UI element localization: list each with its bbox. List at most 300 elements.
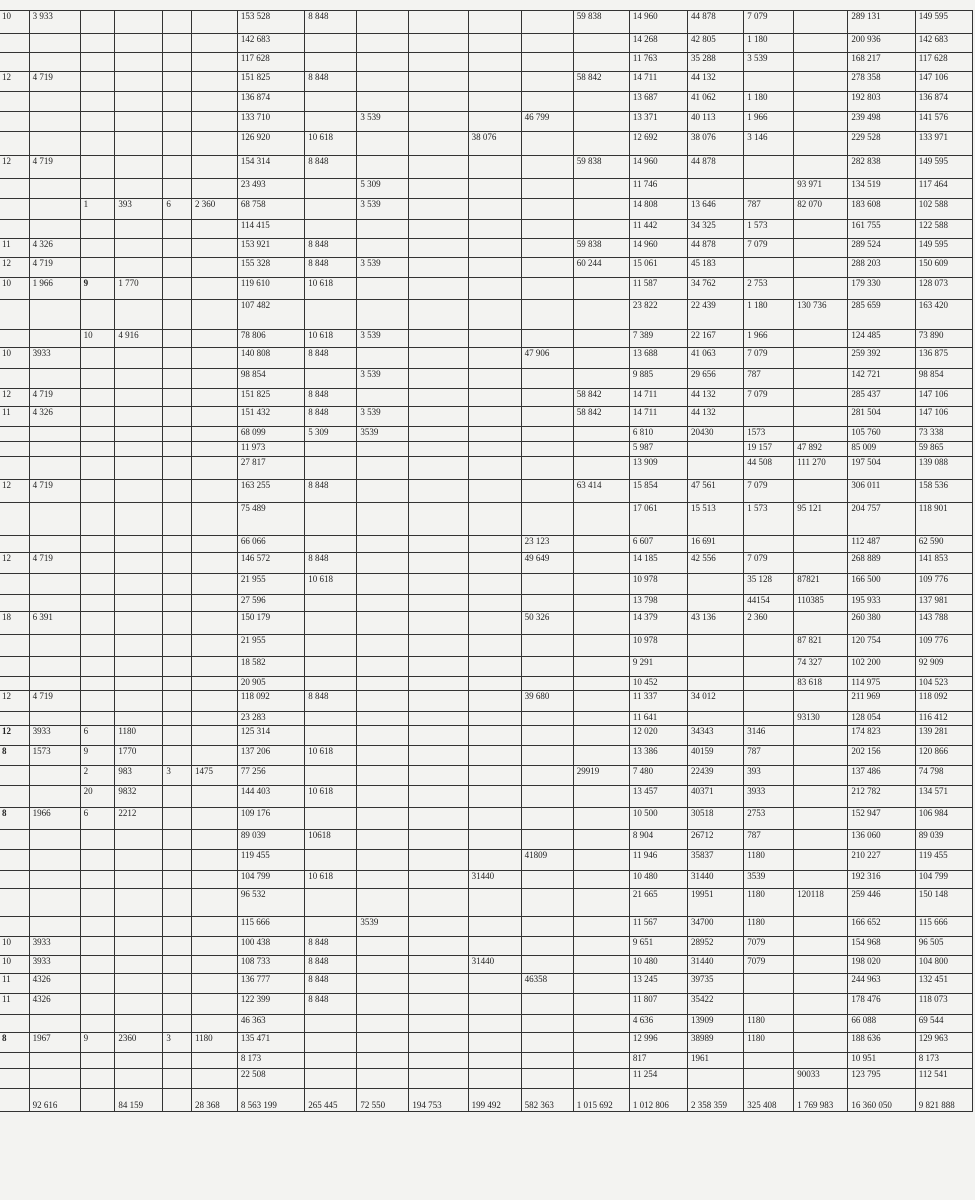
table-cell — [115, 457, 163, 480]
total-cell: 194 753 — [409, 1089, 468, 1112]
table-cell: 1961 — [688, 1053, 744, 1069]
table-cell — [357, 595, 409, 612]
table-cell: 35837 — [688, 850, 744, 871]
table-cell — [305, 369, 357, 389]
table-cell: 3 933 — [29, 11, 80, 34]
total-cell: 8 563 199 — [237, 1089, 304, 1112]
table-cell: 142 683 — [237, 34, 304, 53]
table-cell — [468, 239, 521, 258]
table-cell: 8 904 — [629, 830, 687, 850]
table-cell: 4 719 — [29, 480, 80, 503]
table-cell: 3 — [163, 1033, 192, 1053]
table-cell: 1180 — [744, 1033, 794, 1053]
table-cell: 14 808 — [629, 199, 687, 220]
table-cell — [163, 726, 192, 746]
table-cell — [357, 612, 409, 635]
table-cell: 3933 — [29, 348, 80, 369]
table-cell: 8 848 — [305, 956, 357, 974]
table-cell: 285 659 — [848, 300, 915, 330]
table-cell — [521, 72, 573, 92]
table-cell — [163, 457, 192, 480]
table-cell — [0, 917, 29, 937]
table-cell — [80, 595, 115, 612]
table-cell: 2 360 — [744, 612, 794, 635]
table-cell — [191, 239, 237, 258]
table-cell: 38989 — [688, 1033, 744, 1053]
table-cell — [191, 712, 237, 726]
table-cell — [29, 712, 80, 726]
table-cell — [115, 595, 163, 612]
table-cell — [521, 239, 573, 258]
table-cell — [794, 830, 848, 850]
table-cell — [29, 595, 80, 612]
table-cell — [357, 132, 409, 156]
table-cell — [163, 220, 192, 239]
table-cell — [191, 726, 237, 746]
table-cell — [115, 536, 163, 553]
table-cell: 2212 — [115, 808, 163, 830]
table-cell — [115, 427, 163, 442]
table-cell: 105 760 — [848, 427, 915, 442]
table-row — [0, 677, 973, 691]
table-cell: 96 532 — [237, 889, 304, 917]
table-cell: 31440 — [468, 956, 521, 974]
table-cell — [80, 369, 115, 389]
table-cell: 59 838 — [573, 11, 629, 34]
table-cell: 158 536 — [915, 480, 972, 503]
table-cell: 8 848 — [305, 994, 357, 1015]
table-row — [0, 389, 973, 407]
table-cell — [521, 220, 573, 239]
table-cell: 40371 — [688, 786, 744, 808]
table-cell — [305, 300, 357, 330]
table-cell — [573, 1033, 629, 1053]
table-cell — [573, 657, 629, 677]
table-cell — [468, 1015, 521, 1033]
table-cell: 6 810 — [629, 427, 687, 442]
table-cell — [163, 635, 192, 657]
table-cell — [794, 994, 848, 1015]
table-cell — [409, 457, 468, 480]
table-cell: 14 960 — [629, 11, 687, 34]
table-cell: 3 539 — [357, 112, 409, 132]
table-cell — [794, 871, 848, 889]
table-cell — [163, 595, 192, 612]
table-cell: 10 — [0, 937, 29, 956]
table-cell — [573, 369, 629, 389]
table-cell — [163, 657, 192, 677]
table-cell — [521, 92, 573, 112]
table-cell: 41 062 — [688, 92, 744, 112]
table-row — [0, 199, 973, 220]
table-cell — [468, 278, 521, 300]
table-cell: 75 489 — [237, 503, 304, 536]
table-cell: 147 106 — [915, 407, 972, 427]
table-cell: 10 452 — [629, 677, 687, 691]
table-cell: 12 — [0, 156, 29, 179]
table-cell: 8 848 — [305, 258, 357, 278]
table-row — [0, 612, 973, 635]
total-cell: 325 408 — [744, 1089, 794, 1112]
table-cell — [0, 112, 29, 132]
table-cell — [357, 871, 409, 889]
table-cell — [794, 917, 848, 937]
table-cell — [115, 553, 163, 574]
table-cell: 150 609 — [915, 258, 972, 278]
total-cell — [0, 1089, 29, 1112]
table-cell: 202 156 — [848, 746, 915, 766]
table-row — [0, 503, 973, 536]
table-cell — [305, 889, 357, 917]
table-row — [0, 1053, 973, 1069]
table-cell — [115, 348, 163, 369]
table-cell — [80, 635, 115, 657]
table-cell — [115, 132, 163, 156]
total-cell: 84 159 — [115, 1089, 163, 1112]
table-cell — [744, 72, 794, 92]
table-cell: 393 — [744, 766, 794, 786]
table-cell — [29, 850, 80, 871]
table-cell — [191, 407, 237, 427]
table-cell: 120 866 — [915, 746, 972, 766]
table-cell: 137 981 — [915, 595, 972, 612]
table-cell — [521, 808, 573, 830]
table-cell — [409, 92, 468, 112]
table-cell: 109 776 — [915, 574, 972, 595]
table-cell: 23 283 — [237, 712, 304, 726]
table-cell — [163, 677, 192, 691]
table-row — [0, 53, 973, 72]
table-cell — [573, 503, 629, 536]
table-cell — [521, 712, 573, 726]
table-cell — [357, 850, 409, 871]
table-cell: 73 338 — [915, 427, 972, 442]
ledger-sheet — [0, 10, 973, 1112]
table-cell: 1573 — [29, 746, 80, 766]
table-cell: 114 415 — [237, 220, 304, 239]
ledger-table — [0, 10, 973, 1112]
table-cell: 2360 — [115, 1033, 163, 1053]
table-cell: 212 782 — [848, 786, 915, 808]
table-cell — [191, 112, 237, 132]
table-cell — [409, 369, 468, 389]
table-cell: 8 173 — [237, 1053, 304, 1069]
table-cell — [744, 691, 794, 712]
table-cell — [163, 937, 192, 956]
table-cell — [468, 691, 521, 712]
table-cell: 104 799 — [237, 871, 304, 889]
table-cell — [80, 937, 115, 956]
table-cell: 6 391 — [29, 612, 80, 635]
table-cell — [0, 369, 29, 389]
table-cell — [305, 536, 357, 553]
table-cell — [409, 677, 468, 691]
table-cell: 1180 — [191, 1033, 237, 1053]
table-cell — [80, 239, 115, 258]
table-cell: 10 618 — [305, 786, 357, 808]
table-cell — [163, 239, 192, 258]
table-cell — [29, 536, 80, 553]
table-cell: 155 328 — [237, 258, 304, 278]
table-cell — [744, 179, 794, 199]
table-cell — [573, 220, 629, 239]
table-cell: 29919 — [573, 766, 629, 786]
table-cell — [115, 1053, 163, 1069]
table-cell — [521, 34, 573, 53]
table-cell: 12 — [0, 258, 29, 278]
table-cell: 141 576 — [915, 112, 972, 132]
table-cell — [409, 712, 468, 726]
table-cell — [0, 220, 29, 239]
table-cell: 10 618 — [305, 132, 357, 156]
table-cell: 983 — [115, 766, 163, 786]
table-cell — [409, 11, 468, 34]
table-cell — [191, 871, 237, 889]
table-cell — [29, 442, 80, 457]
table-cell: 118 901 — [915, 503, 972, 536]
table-cell — [794, 132, 848, 156]
table-cell — [521, 300, 573, 330]
table-cell — [357, 830, 409, 850]
table-cell — [521, 442, 573, 457]
table-cell — [468, 72, 521, 92]
table-row — [0, 300, 973, 330]
table-cell — [80, 712, 115, 726]
table-cell — [163, 889, 192, 917]
table-cell: 13 646 — [688, 199, 744, 220]
table-cell — [115, 300, 163, 330]
table-cell — [357, 34, 409, 53]
table-cell: 1475 — [191, 766, 237, 786]
table-cell — [305, 1033, 357, 1053]
table-cell: 6 — [80, 808, 115, 830]
table-cell: 12 — [0, 691, 29, 712]
table-cell — [305, 220, 357, 239]
table-cell — [468, 220, 521, 239]
table-cell — [29, 34, 80, 53]
table-cell: 130 736 — [794, 300, 848, 330]
table-cell — [29, 503, 80, 536]
table-cell — [305, 1015, 357, 1033]
table-cell — [794, 156, 848, 179]
table-cell — [305, 595, 357, 612]
table-cell — [468, 457, 521, 480]
table-cell: 1966 — [29, 808, 80, 830]
table-row — [0, 34, 973, 53]
table-cell: 22 439 — [688, 300, 744, 330]
table-cell — [115, 691, 163, 712]
table-cell — [163, 1069, 192, 1089]
table-cell: 142 683 — [915, 34, 972, 53]
table-cell — [794, 369, 848, 389]
table-row — [0, 937, 973, 956]
table-cell — [305, 808, 357, 830]
table-cell — [744, 407, 794, 427]
table-cell — [794, 427, 848, 442]
table-cell — [573, 830, 629, 850]
table-cell — [573, 34, 629, 53]
table-cell: 43 136 — [688, 612, 744, 635]
table-cell — [409, 239, 468, 258]
table-cell: 108 733 — [237, 956, 304, 974]
table-cell — [468, 612, 521, 635]
table-cell — [191, 427, 237, 442]
table-cell: 153 528 — [237, 11, 304, 34]
table-cell — [191, 278, 237, 300]
table-cell — [80, 917, 115, 937]
table-cell: 102 200 — [848, 657, 915, 677]
table-cell — [794, 239, 848, 258]
table-cell: 44 878 — [688, 239, 744, 258]
table-cell: 14 711 — [629, 407, 687, 427]
table-cell: 14 379 — [629, 612, 687, 635]
table-cell — [744, 536, 794, 553]
table-cell — [357, 712, 409, 726]
table-cell: 59 838 — [573, 156, 629, 179]
table-cell — [409, 179, 468, 199]
table-row — [0, 850, 973, 871]
table-cell — [0, 179, 29, 199]
table-cell — [80, 503, 115, 536]
table-cell — [0, 889, 29, 917]
table-cell — [357, 746, 409, 766]
table-cell — [80, 1015, 115, 1033]
table-cell — [115, 889, 163, 917]
table-cell: 10 618 — [305, 330, 357, 348]
table-cell: 3539 — [357, 917, 409, 937]
table-row — [0, 786, 973, 808]
table-cell — [191, 830, 237, 850]
table-cell — [191, 348, 237, 369]
table-cell — [29, 300, 80, 330]
table-cell: 8 848 — [305, 553, 357, 574]
table-cell — [191, 808, 237, 830]
table-cell: 10 618 — [305, 746, 357, 766]
table-cell — [80, 553, 115, 574]
table-cell — [0, 635, 29, 657]
table-cell — [521, 457, 573, 480]
table-cell: 1770 — [115, 746, 163, 766]
table-cell — [80, 536, 115, 553]
table-cell: 10 480 — [629, 956, 687, 974]
table-cell: 46 363 — [237, 1015, 304, 1033]
table-cell — [521, 1053, 573, 1069]
table-cell — [80, 956, 115, 974]
table-cell: 133 971 — [915, 132, 972, 156]
table-cell — [80, 53, 115, 72]
table-row — [0, 889, 973, 917]
table-cell: 3 539 — [357, 369, 409, 389]
table-cell: 168 217 — [848, 53, 915, 72]
table-cell — [409, 830, 468, 850]
table-cell: 154 314 — [237, 156, 304, 179]
table-cell: 163 255 — [237, 480, 304, 503]
table-cell — [794, 34, 848, 53]
table-cell: 4 719 — [29, 389, 80, 407]
table-cell — [794, 11, 848, 34]
table-cell — [191, 156, 237, 179]
table-cell — [29, 369, 80, 389]
table-cell — [191, 442, 237, 457]
table-row — [0, 994, 973, 1015]
table-cell — [468, 712, 521, 726]
table-cell: 306 011 — [848, 480, 915, 503]
table-cell — [163, 369, 192, 389]
table-cell: 19951 — [688, 889, 744, 917]
table-cell: 10 480 — [629, 871, 687, 889]
table-row — [0, 427, 973, 442]
table-cell — [357, 786, 409, 808]
table-cell — [409, 657, 468, 677]
total-cell — [163, 1089, 192, 1112]
table-cell — [191, 612, 237, 635]
table-cell — [409, 956, 468, 974]
table-cell — [573, 974, 629, 994]
table-cell — [80, 427, 115, 442]
table-cell — [115, 156, 163, 179]
table-cell — [573, 786, 629, 808]
table-cell: 119 455 — [237, 850, 304, 871]
table-cell: 11 946 — [629, 850, 687, 871]
table-cell — [521, 1015, 573, 1033]
table-cell: 192 803 — [848, 92, 915, 112]
table-cell — [357, 657, 409, 677]
table-cell — [0, 427, 29, 442]
table-cell — [115, 258, 163, 278]
table-row — [0, 956, 973, 974]
table-cell: 59 838 — [573, 239, 629, 258]
table-cell: 268 889 — [848, 553, 915, 574]
table-cell: 288 203 — [848, 258, 915, 278]
table-cell: 179 330 — [848, 278, 915, 300]
table-cell — [409, 553, 468, 574]
table-cell — [163, 574, 192, 595]
table-cell — [468, 1033, 521, 1053]
table-cell: 117 464 — [915, 179, 972, 199]
table-cell: 3 — [163, 766, 192, 786]
table-cell: 9 885 — [629, 369, 687, 389]
table-cell — [468, 635, 521, 657]
table-cell — [573, 808, 629, 830]
table-cell — [163, 442, 192, 457]
table-cell: 1 770 — [115, 278, 163, 300]
table-cell: 35422 — [688, 994, 744, 1015]
table-row — [0, 712, 973, 726]
table-cell: 787 — [744, 830, 794, 850]
table-cell — [80, 994, 115, 1015]
table-cell — [573, 850, 629, 871]
table-cell — [115, 503, 163, 536]
table-cell — [521, 199, 573, 220]
table-cell: 3 539 — [744, 53, 794, 72]
table-cell: 82 070 — [794, 199, 848, 220]
table-cell — [794, 407, 848, 427]
table-cell: 74 327 — [794, 657, 848, 677]
table-cell: 104 523 — [915, 677, 972, 691]
table-cell — [468, 369, 521, 389]
table-cell — [468, 179, 521, 199]
table-cell — [794, 937, 848, 956]
table-cell — [0, 786, 29, 808]
table-cell — [688, 595, 744, 612]
table-cell — [163, 1015, 192, 1033]
table-cell: 4 719 — [29, 258, 80, 278]
table-row — [0, 1033, 973, 1053]
table-cell: 44 132 — [688, 389, 744, 407]
table-cell: 151 825 — [237, 389, 304, 407]
table-row — [0, 11, 973, 34]
table-cell — [409, 937, 468, 956]
